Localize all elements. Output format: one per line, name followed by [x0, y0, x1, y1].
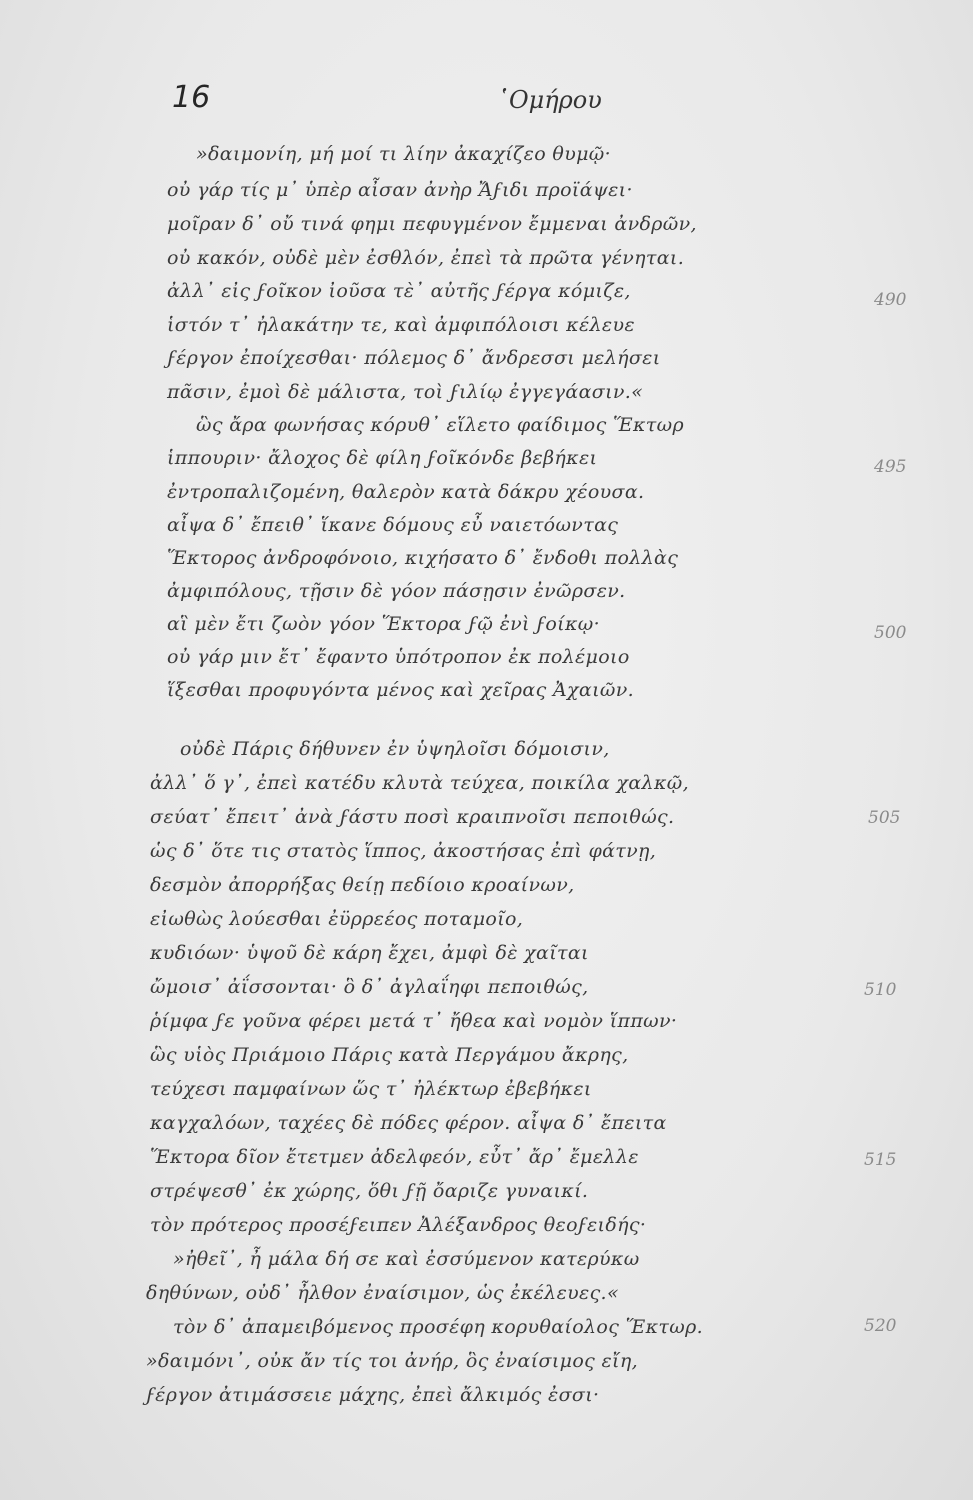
verse-line: οὐδὲ Πάρις δήθυνεν ἐν ὑψηλοῖσι δόμοισιν, — [180, 738, 610, 760]
verse-line: οὐ γάρ μιν ἔτ᾿ ἔφαντο ὑπότροπον ἐκ πολέμοιο — [167, 646, 630, 668]
verse-line: στρέψεσθ᾿ ἐκ χώρης, ὅθι ϝῇ ὄαριζε γυναικί. — [150, 1180, 589, 1202]
verse-line: αἶψα δ᾿ ἔπειθ᾿ ἵκανε δόμους εὖ ναιετόωντας — [167, 514, 619, 536]
verse-line: ἀλλ᾿ ὅ γ᾿, ἐπεὶ κατέδυ κλυτὰ τεύχεα, ποικίλα χαλκῷ, — [150, 772, 689, 794]
verse-line: δεσμὸν ἀπορρήξας θείῃ πεδίοιο κροαίνων, — [150, 874, 575, 896]
verse-line: τεύχεσι παμφαίνων ὥς τ᾿ ἠλέκτωρ ἐβεβήκει — [150, 1078, 592, 1100]
verse-line: ὤμοισ᾿ ἀΐσσονται· ὃ δ᾿ ἀγλαΐηφι πεποιθώς, — [150, 976, 589, 998]
verse-line: ὣς υἱὸς Πριάμοιο Πάρις κατὰ Περγάμου ἄκρης, — [150, 1044, 629, 1066]
verse-line: μοῖραν δ᾿ οὔ τινά φημι πεφυγμένον ἔμμεναι ἀνδρῶν, — [167, 213, 697, 235]
line-number: 495 — [874, 457, 907, 477]
line-number: 505 — [868, 808, 901, 828]
verse-line: εἰωθὼς λούεσθαι ἐϋρρεέος ποταμοῖο, — [150, 908, 524, 930]
verse-line: ἱστόν τ᾿ ἠλακάτην τε, καὶ ἀμφιπόλοισι κέλευε — [167, 314, 635, 336]
verse-line: Ἕκτορα δῖον ἔτετμεν ἀδελφεόν, εὖτ᾿ ἄρ᾿ ἔμελλε — [150, 1146, 639, 1168]
verse-line: ὣς ἄρα φωνήσας κόρυθ᾿ εἵλετο φαίδιμος Ἕκτωρ — [196, 414, 685, 436]
verse-line: ῥίμφα ϝε γοῦνα φέρει μετά τ᾿ ἤθεα καὶ νομὸν ἵππων· — [150, 1010, 678, 1032]
verse-line: τὸν δ᾿ ἀπαμειβόμενος προσέφη κορυθαίολος Ἕκτωρ. — [173, 1316, 704, 1338]
verse-line: »δαιμόνι᾿, οὐκ ἄν τίς τοι ἀνήρ, ὃς ἐναίσιμος εἴη, — [146, 1350, 638, 1372]
line-number: 490 — [874, 290, 907, 310]
verse-line: ἵξεσθαι προφυγόντα μένος καὶ χεῖρας Ἀχαιῶν. — [167, 679, 634, 701]
line-number: 510 — [864, 980, 897, 1000]
verse-line: Ἕκτορος ἀνδροφόνοιο, κιχήσατο δ᾿ ἔνδοθι πολλὰς — [167, 547, 679, 569]
line-number: 500 — [874, 623, 907, 643]
verse-line: ἱππουριν· ἄλοχος δὲ φίλη ϝοῖκόνδε βεβήκει — [167, 447, 598, 469]
verse-line: τὸν πρότερος προσέϝειπεν Ἀλέξανδρος θεοϝειδής· — [150, 1214, 647, 1236]
verse-line: »δαιμονίη, μή μοί τι λίην ἀκαχίζεο θυμῷ· — [196, 143, 612, 165]
verse-line: πᾶσιν, ἐμοὶ δὲ μάλιστα, τοὶ ϝιλίῳ ἐγγεγάασιν.« — [167, 381, 644, 403]
running-head: ῾Ομήρου — [497, 86, 602, 114]
verse-line: δηθύνων, οὐδ᾿ ἦλθον ἐναίσιμον, ὡς ἐκέλευες.« — [146, 1282, 619, 1304]
verse-line: »ἠθεῖ᾿, ἦ μάλα δή σε καὶ ἐσσύμενον κατερύκω — [173, 1248, 640, 1270]
verse-line: ὡς δ᾿ ὅτε τις στατὸς ἵππος, ἀκοστήσας ἐπὶ φάτνῃ, — [150, 840, 657, 862]
verse-line: οὐ γάρ τίς μ᾿ ὑπὲρ αἶσαν ἀνὴρ Ἄϝιδι προϊάψει· — [167, 179, 633, 201]
line-number: 515 — [864, 1150, 897, 1170]
verse-line: καγχαλόων, ταχέες δὲ πόδες φέρον. αἶψα δ᾿ ἔπειτα — [150, 1112, 667, 1134]
verse-line: ἐντροπαλιζομένη, θαλερὸν κατὰ δάκρυ χέουσα. — [167, 481, 645, 503]
line-number: 520 — [864, 1316, 897, 1336]
verse-line: σεύατ᾿ ἔπειτ᾿ ἀνὰ ϝάστυ ποσὶ κραιπνοῖσι πεποιθώς. — [150, 806, 675, 828]
verse-line: κυδιόων· ὑψοῦ δὲ κάρη ἔχει, ἀμφὶ δὲ χαῖται — [150, 942, 589, 964]
verse-line: ἀλλ᾿ εἰς ϝοῖκον ἰοῦσα τὲ᾿ αὐτῆς ϝέργα κόμιζε, — [167, 280, 631, 302]
verse-line: αἳ μὲν ἔτι ζωὸν γόον Ἕκτορα ϝῷ ἐνὶ ϝοίκῳ· — [167, 613, 600, 635]
verse-line: οὐ κακόν, οὐδὲ μὲν ἐσθλόν, ἐπεὶ τὰ πρῶτα γένηται. — [167, 247, 685, 269]
verse-line: ἀμφιπόλους, τῇσιν δὲ γόον πάσῃσιν ἐνῶρσεν. — [167, 580, 626, 602]
page-number: 16 — [172, 80, 211, 115]
verse-line: ϝέργον ἀτιμάσσειε μάχης, ἐπεὶ ἄλκιμός ἐσσι· — [146, 1384, 600, 1406]
verse-line: ϝέργον ἐποίχεσθαι· πόλεμος δ᾿ ἄνδρεσσι μελήσει — [167, 347, 661, 369]
